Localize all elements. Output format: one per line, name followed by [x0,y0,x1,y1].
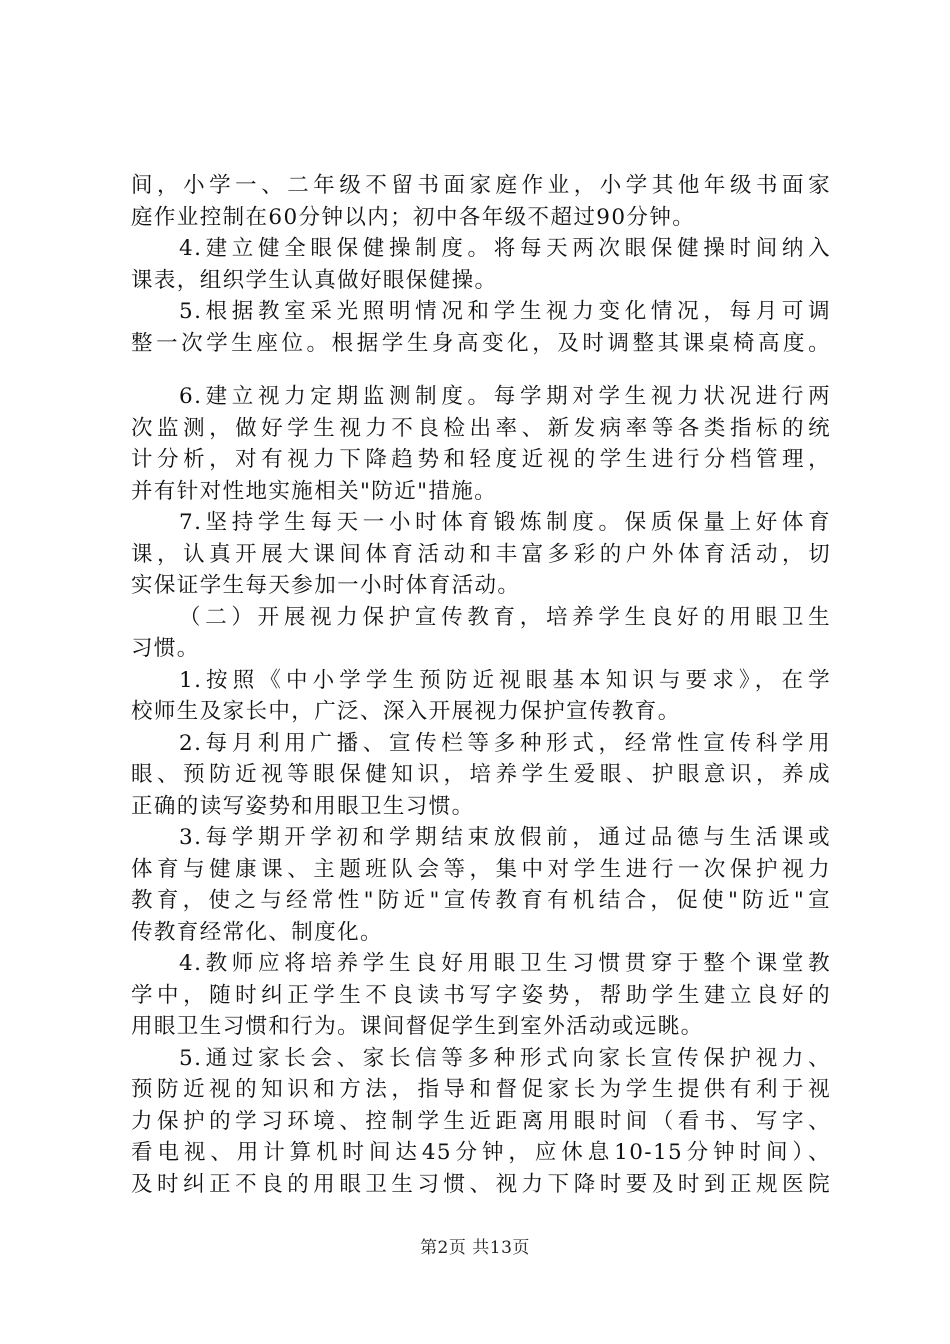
paragraph-line: 间，小学一、二年级不留书面家庭作业，小学其他年级书面家 [131,173,831,198]
paragraph-line: 预防近视的知识和方法，指导和督促家长为学生提供有利于视 [131,1077,831,1102]
paragraph-line: 5.根据教室采光照明情况和学生视力变化情况，每月可调 [179,299,831,324]
paragraph-line: 眼、预防近视等眼保健知识，培养学生爱眼、护眼意识，养成 [131,762,831,787]
paragraph-line: 庭作业控制在60分钟以内；初中各年级不超过90分钟。 [131,204,696,230]
paragraph-line: 看电视、用计算机时间达45分钟，应休息10-15分钟时间）、 [131,1140,831,1165]
paragraph-line: 4.建立健全眼保健操制度。将每天两次眼保健操时间纳入 [179,236,831,261]
paragraph-line: 课，认真开展大课间体育活动和丰富多彩的户外体育活动，切 [131,541,831,567]
paragraph-line: 传教育经常化、制度化。 [131,919,383,945]
paragraph-line: 力保护的学习环境、控制学生近距离用眼时间（看书、写字、 [131,1108,831,1134]
paragraph-line: 2.每月利用广播、宣传栏等多种形式，经常性宣传科学用 [179,730,831,756]
section-heading: 习惯。 [131,636,200,661]
paragraph-line: 体育与健康课、主题班队会等，集中对学生进行一次保护视力 [131,856,831,882]
paragraph-line: 1.按照《中小学学生预防近视眼基本知识与要求》，在学 [179,667,831,693]
paragraph-line: 6.建立视力定期监测制度。每学期对学生视力状况进行两 [179,384,831,409]
paragraph-line: 用眼卫生习惯和行为。课间督促学生到室外活动或远眺。 [131,1014,704,1039]
paragraph-line: 5.通过家长会、家长信等多种形式向家长宣传保护视力、 [179,1045,831,1071]
paragraph-line: 4.教师应将培养学生良好用眼卫生习惯贯穿于整个课堂教 [179,951,831,976]
paragraph-gap [131,359,831,381]
section-heading: （二）开展视力保护宣传教育，培养学生良好的用眼卫生 [179,604,831,630]
paragraph-line: 并有针对性地实施相关"防近"措施。 [131,478,498,504]
paragraph-line: 实保证学生每天参加一小时体育活动。 [131,573,521,598]
paragraph-line: 3.每学期开学初和学期结束放假前，通过品德与生活课或 [179,825,831,850]
paragraph-line: 次监测，做好学生视力不良检出率、新发病率等各类指标的统 [131,415,831,441]
page-number-footer: 第2页 共13页 [420,1238,530,1258]
paragraph-line: 课表，组织学生认真做好眼保健操。 [131,267,498,293]
paragraph-line: 教育，使之与经常性"防近"宣传教育有机结合，促使"防近"宣 [131,888,831,913]
paragraph-line: 正确的读写姿势和用眼卫生习惯。 [131,793,475,819]
paragraph-line: 7.坚持学生每天一小时体育锻炼制度。保质保量上好体育 [179,510,831,535]
paragraph-line: 学中，随时纠正学生不良读书写字姿势，帮助学生建立良好的 [131,982,831,1008]
paragraph-line: 校师生及家长中，广泛、深入开展视力保护宣传教育。 [131,699,681,724]
paragraph-line: 整一次学生座位。根据学生身高变化，及时调整其课桌椅高度。 [131,330,831,356]
paragraph-line: 计分析，对有视力下降趋势和轻度近视的学生进行分档管理， [131,447,831,472]
document-body [131,170,831,1200]
paragraph-line: 及时纠正不良的用眼卫生习惯、视力下降时要及时到正规医院 [131,1171,831,1197]
